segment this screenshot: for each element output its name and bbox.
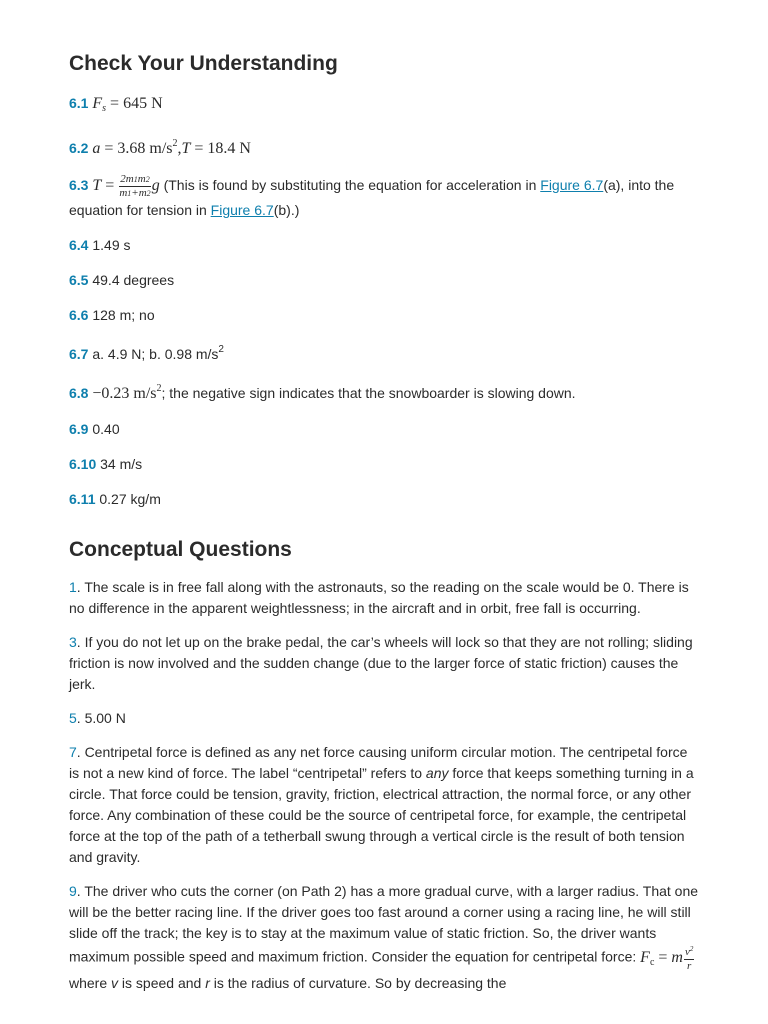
answer-6-4: 6.4 1.49 s (69, 237, 131, 253)
figure-6-7-link[interactable]: Figure 6.7 (210, 202, 274, 218)
conceptual-questions-list (69, 577, 699, 994)
math-expression: a = 3.68 $m/s^2,T = 18.4$ N (92, 138, 251, 157)
conceptual-answer-5: 5. 5.00 N (69, 710, 126, 726)
check-understanding-list (69, 92, 699, 510)
answer-6-6: 6.6 128 m; no (69, 307, 155, 323)
answer-6-9: 6.9 0.40 (69, 421, 120, 437)
answer-6-7: 6.7 a. 4.9 N; b. 0.98 $m/s^2$ (69, 344, 224, 362)
answer-6-2: 6.2 a = 3.68 $m/s^2,T = 18.4$ N (69, 138, 251, 157)
math-expression: T = $\frac{2m1m2}{m1+m2}$ g (92, 173, 160, 199)
conceptual-answer-3: 3. If you do not let up on the brake pedal, the car’s wheels will lock so that they are not rolling; sliding friction is now involved and the sudden change (due to the larger force of static friction) causes the jerk. (69, 634, 693, 692)
math-expression: $F_s$ (92, 95, 107, 114)
conceptual-answer-9: 9. The driver who cuts the corner (on Path 2) has a more gradual curve, with a larger radius. That one will be the better racing line. If the driver goes too fast around a corner using a racing line, he will still slide off the track; the key is to stay at the maximum value of static friction. So, the driver wants maximum possible speed and maximum friction. Consider the equation for centripetal force: $F_c = m$ $\frac{v^2}{r}$ where v is speed and r is the radius of curvature. So by decreasing the (69, 883, 699, 991)
answer-6-3: 6.3 T = $\frac{2m1m2}{m1+m2}$ g (This is found by substituting the equation for acceleration in Figure 6.7(a), into the equation for tension in Figure 6.7(b).) (69, 173, 675, 218)
answer-6-8: 6.8 −0.23 $m/s^2$; the negative sign indicates that the snowboarder is slowing down. (69, 383, 576, 402)
conceptual-answer-7: 7. Centripetal force is defined as any net force causing uniform circular motion. The centripetal force is not a new kind of force. The label “centripetal” refers to any force that keeps something turning in a circle. That force could be tension, gravity, friction, electrical attraction, the normal force, or any other force. Any combination of these could be the source of centripetal force, for example, the centripetal force at the top of the path of a tetherball swung through a vertical circle is the result of both tension and gravity. (69, 744, 694, 865)
answer-6-5: 6.5 49.4 degrees (69, 272, 175, 288)
answer-6-11: 6.11 0.27 kg/m (69, 491, 161, 507)
answer-6-1: 6.1 $F_s = 645$ N (69, 95, 163, 114)
math-expression: $F_c = m$ $\frac{v^2}{r}$ (640, 945, 694, 972)
check-understanding-heading: Check Your Understanding (69, 52, 338, 75)
answer-6-10: 6.10 34 m/s (69, 456, 143, 472)
math-expression: −0.23 $m/s^2$ (92, 383, 162, 402)
conceptual-answer-1: 1. The scale is in free fall along with the astronauts, so the reading on the scale would be 0. There is no difference in the apparent weightlessness; in the aircraft and in orbit, free fall is occurring. (69, 579, 689, 616)
conceptual-questions-heading: Conceptual Questions (69, 538, 292, 561)
figure-6-7-link[interactable]: Figure 6.7 (540, 177, 604, 194)
